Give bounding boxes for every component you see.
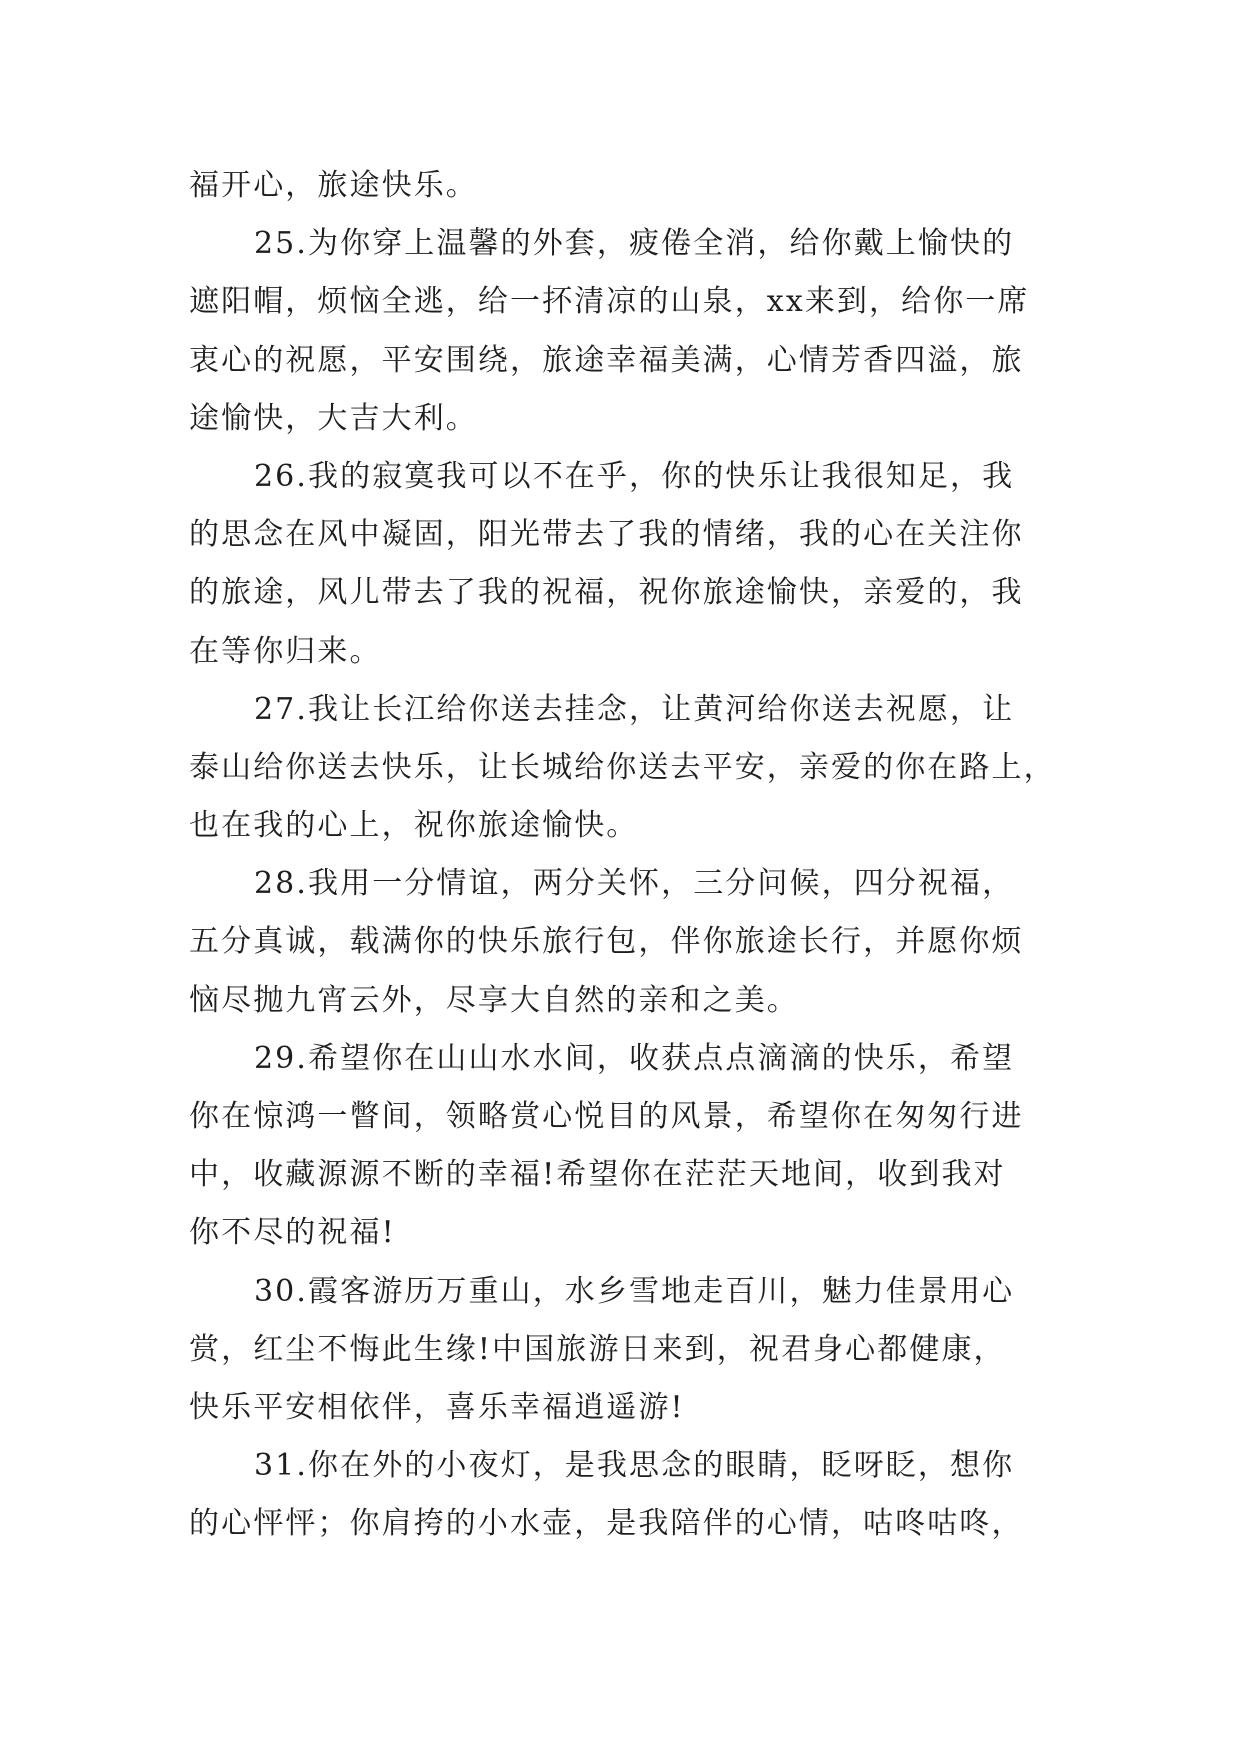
paragraph-line: 在等你归来。 <box>189 633 382 669</box>
paragraph-line: 29.希望你在山山水水间，收获点点滴滴的快乐，希望 <box>254 1040 1015 1076</box>
paragraph-line: 31.你在外的小夜灯，是我思念的眼睛，眨呀眨，想你 <box>254 1448 1015 1484</box>
paragraph-line: 中，收藏源源不断的幸福!希望你在茫茫天地间，收到我对 <box>189 1157 1006 1193</box>
continuation-line: 福开心，旅途快乐。 <box>189 168 478 203</box>
paragraph-line: 26.我的寂寞我可以不在乎，你的快乐让我很知足，我 <box>254 458 1015 494</box>
paragraph-line: 你不尽的祝福! <box>189 1215 396 1251</box>
paragraph-31 <box>189 1437 1049 1553</box>
paragraph-30 <box>189 1263 1049 1438</box>
paragraph-line: 赏，红尘不悔此生缘!中国旅游日来到，祝君身心都健康， <box>189 1331 1006 1367</box>
paragraph-line: 的旅途，风儿带去了我的祝福，祝你旅途愉快，亲爱的，我 <box>189 575 1024 611</box>
document-body <box>189 157 1056 1554</box>
paragraph-line: 泰山给你送去快乐，让长城给你送去平安，亲爱的你在路上， <box>189 749 1056 785</box>
paragraph-line: 也在我的心上，祝你旅途愉快。 <box>189 808 639 844</box>
paragraph-line: 快乐平安相依伴，喜乐幸福逍遥游! <box>189 1389 685 1425</box>
paragraph-line: 25.为你穿上温馨的外套，疲倦全消，给你戴上愉快的 <box>254 226 1015 262</box>
paragraph-line: 28.我用一分情谊，两分关怀，三分问候，四分祝福， <box>254 866 1015 902</box>
paragraph-line: 你在惊鸿一瞥间，领略赏心悦目的风景，希望你在匆匆行进 <box>189 1099 1024 1134</box>
paragraph-line: 30.霞客游历万重山，水乡雪地走百川，魅力佳景用心 <box>254 1273 1015 1309</box>
paragraph-line: 五分真诚，载满你的快乐旅行包，伴你旅途长行，并愿你烦 <box>189 924 1024 960</box>
paragraph-27 <box>189 681 1056 856</box>
paragraph-line: 恼尽抛九宵云外，尽享大自然的亲和之美。 <box>189 982 799 1018</box>
paragraph-line: 途愉快，大吉大利。 <box>189 400 478 436</box>
paragraph-line: 的心怦怦；你肩挎的小水壶，是我陪伴的心情，咕咚咕咚， <box>189 1506 1024 1542</box>
paragraph-line: 的思念在风中凝固，阳光带去了我的情绪，我的心在关注你 <box>189 517 1024 553</box>
paragraph-25 <box>189 215 1049 448</box>
paragraph-line: 衷心的祝愿，平安围绕，旅途幸福美满，心情芳香四溢，旅 <box>189 342 1024 378</box>
paragraph-line: 遮阳帽，烦恼全逃，给一抔清凉的山泉，xx来到，给你一席 <box>189 284 1030 320</box>
paragraph-29 <box>189 1030 1049 1263</box>
paragraph-line: 27.我让长江给你送去挂念，让黄河给你送去祝愿，让 <box>254 691 1015 727</box>
paragraph-28 <box>189 855 1049 1030</box>
paragraph-26 <box>189 448 1049 681</box>
